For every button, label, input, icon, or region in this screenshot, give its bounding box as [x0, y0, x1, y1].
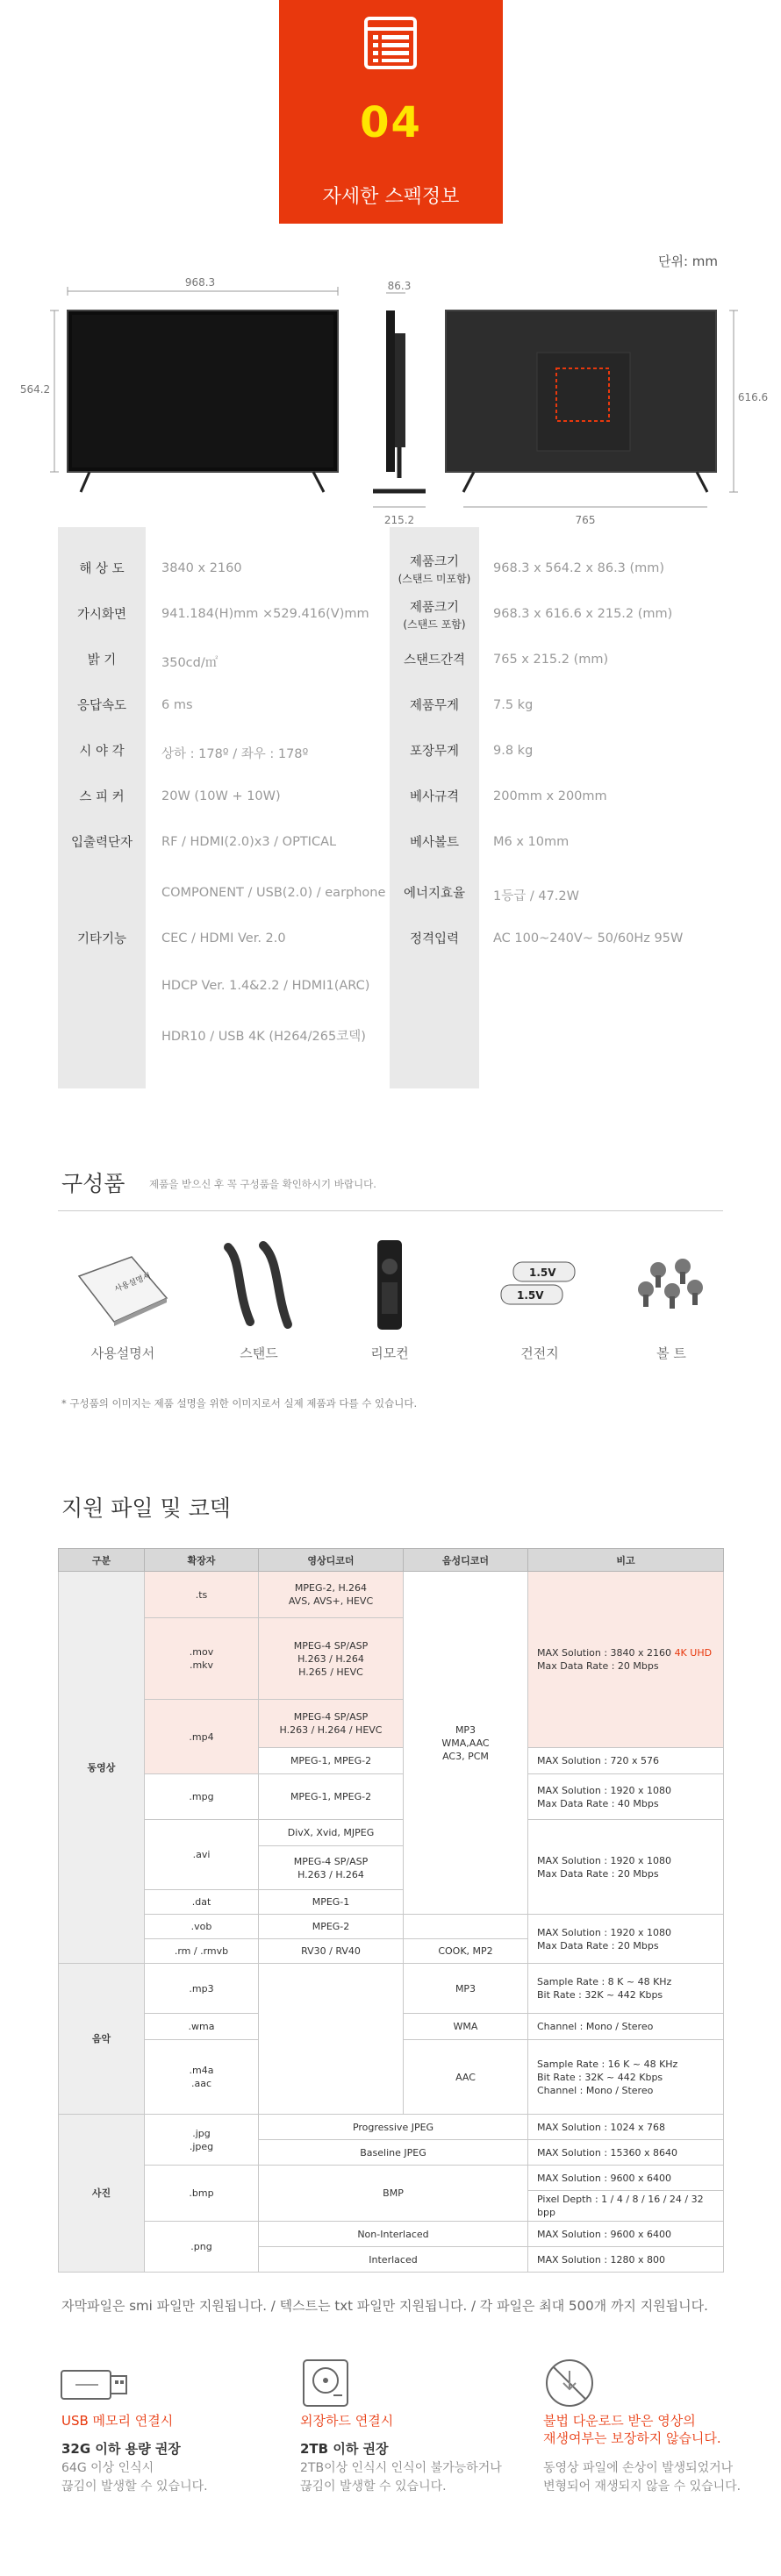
ext-cell: .vob: [145, 1915, 259, 1939]
battery-label-1: 1.5V: [529, 1267, 556, 1279]
spec-value: 7.5 kg: [493, 698, 534, 712]
spec-label: 제품무게: [409, 699, 460, 713]
spec-value: 350cd/㎡: [161, 656, 219, 670]
category-music: 음악: [59, 1964, 145, 2115]
table-row: [59, 1774, 724, 1820]
spec-label: 기타기능: [76, 932, 127, 946]
col-header: 음성디코더: [404, 1549, 528, 1572]
feature-desc: 끊김이 발생할 수 있습니다.: [300, 2480, 447, 2494]
audio-decoder-cell: AAC: [404, 2040, 528, 2115]
spec-label: 스탠드간격: [403, 653, 466, 667]
remote-icon: [363, 1237, 416, 1333]
photo-decoder-cell: BMP: [259, 2166, 528, 2222]
stand-depth-label: 215.2: [383, 514, 415, 526]
table-row: [59, 2115, 724, 2140]
spec-value: M6 x 10mm: [493, 835, 570, 849]
ext-cell: .jpg .jpeg: [145, 2115, 259, 2166]
document-list-icon: [363, 16, 418, 70]
col-header: 확장자: [145, 1549, 259, 1572]
video-decoder-cell: MPEG-2: [259, 1915, 404, 1939]
feature-title: USB 메모리 연결시: [61, 2413, 174, 2429]
feature-desc: 변형되어 재생되지 않을 수 있습니다.: [543, 2480, 742, 2494]
component-label-battery: 건전지: [520, 1345, 559, 1361]
audio-decoder-cell: MP3: [404, 1964, 528, 2014]
front-width-label: 968.3: [184, 276, 216, 289]
spec-label: 에너지효율: [403, 887, 466, 901]
feature-main: 2TB 이하 권장: [300, 2441, 389, 2457]
video-decoder-cell: MPEG-4 SP/ASP H.263 / H.264: [259, 1846, 404, 1890]
col-header: 영상디코더: [259, 1549, 404, 1572]
manual-icon: [70, 1250, 176, 1329]
table-row: [59, 1820, 724, 1846]
video-decoder-cell: MPEG-4 SP/ASP H.263 / H.264 / HEVC: [259, 1700, 404, 1748]
photo-decoder-cell: Progressive JPEG: [259, 2115, 528, 2140]
ext-cell: .mov .mkv: [145, 1618, 259, 1700]
note-cell: MAX Solution : 3840 x 2160 4K UHD Max Data Rate : 20 Mbps: [528, 1572, 724, 1748]
video-decoder-cell: MPEG-1, MPEG-2: [259, 1748, 404, 1774]
note-cell: Channel : Mono / Stereo: [528, 2014, 724, 2040]
ext-cell: .ts: [145, 1572, 259, 1618]
table-row: [59, 2166, 724, 2191]
photo-decoder-cell: Baseline JPEG: [259, 2140, 528, 2166]
ext-cell: .rm / .rmvb: [145, 1939, 259, 1964]
components-subtitle: 제품을 받으신 후 꼭 구성품을 확인하시기 바랍니다.: [149, 1178, 376, 1190]
video-decoder-cell: [259, 1964, 404, 2115]
spec-label: 베사볼트: [409, 836, 460, 850]
component-label-remote: 리모컨: [370, 1345, 409, 1361]
component-label-manual: 사용설명서: [90, 1345, 155, 1361]
no-download-icon: [543, 2357, 596, 2409]
spec-label: 밝 기: [87, 653, 117, 667]
video-decoder-cell: DivX, Xvid, MJPEG: [259, 1820, 404, 1846]
component-label-stand: 스탠드: [240, 1345, 278, 1361]
spec-value: 20W (10W + 10W): [161, 789, 281, 803]
spec-value: 3840 x 2160: [161, 561, 242, 575]
ext-cell: .mp3: [145, 1964, 259, 2014]
spec-value: HDCP Ver. 1.4&2.2 / HDMI1(ARC): [161, 979, 370, 993]
table-row: [59, 2222, 724, 2247]
usb-stick-icon: [60, 2364, 130, 2408]
components-note: * 구성품의 이미지는 제품 설명을 위한 이미지로서 실제 제품과 다를 수 있습니다.: [61, 1397, 418, 1409]
component-label-bolt: 볼 트: [656, 1345, 686, 1361]
tv-back-illustration: [446, 310, 716, 492]
spec-label: 제품크기 (스탠드 미포함): [398, 555, 471, 585]
ext-cell: .wma: [145, 2014, 259, 2040]
bolt-icon: [632, 1254, 711, 1316]
spec-value: HDR10 / USB 4K (H264/265코덱): [161, 1030, 366, 1044]
spec-value: COMPONENT / USB(2.0) / earphone: [161, 886, 386, 900]
back-height-label: 616.6: [737, 391, 769, 403]
dimension-diagram: [0, 254, 781, 535]
col-header: 구분: [59, 1549, 145, 1572]
feature-desc: 2TB이상 인식시 인식이 불가능하거나: [300, 2461, 502, 2475]
ext-cell: .mpg: [145, 1774, 259, 1820]
ext-cell: .png: [145, 2222, 259, 2273]
audio-decoder-cell: MP3 WMA,AAC AC3, PCM: [404, 1572, 528, 1915]
hard-drive-icon: [300, 2357, 353, 2409]
spec-value: 941.184(H)mm ×529.416(V)mm: [161, 607, 369, 621]
spec-value: CEC / HDMI Ver. 2.0: [161, 931, 286, 945]
note-cell: MAX Solution : 720 x 576: [528, 1748, 724, 1774]
photo-decoder-cell: Non-Interlaced: [259, 2222, 528, 2247]
spec-label: 가시화면: [76, 608, 127, 622]
ext-cell: .dat: [145, 1890, 259, 1915]
side-depth-label: 86.3: [387, 280, 412, 292]
spec-value: AC 100~240V~ 50/60Hz 95W: [493, 931, 684, 945]
codec-footnote: 자막파일은 smi 파일만 지원됩니다. / 텍스트는 txt 파일만 지원됩니다. / 각 파일은 최대 500개 까지 지원됩니다.: [61, 2298, 708, 2314]
note-cell: MAX Solution : 1920 x 1080 Max Data Rate : 20 Mbps: [528, 1915, 724, 1964]
note-cell: MAX Solution : 9600 x 6400: [528, 2166, 724, 2191]
note-cell: Sample Rate : 8 K ~ 48 KHz Bit Rate : 32K ~ 442 Kbps: [528, 1964, 724, 2014]
category-photo: 사진: [59, 2115, 145, 2273]
stand-span-label: 765: [575, 514, 596, 526]
battery-label-2: 1.5V: [517, 1289, 544, 1302]
note-cell: Pixel Depth : 1 / 4 / 8 / 16 / 24 / 32 bpp: [528, 2191, 724, 2222]
note-cell: MAX Solution : 15360 x 8640: [528, 2140, 724, 2166]
codec-table: [58, 1548, 724, 2273]
spec-label: 시 야 각: [79, 745, 125, 759]
feature-desc: 끊김이 발생할 수 있습니다.: [61, 2480, 208, 2494]
front-height-label: 564.2: [19, 383, 51, 396]
table-row: [59, 1572, 724, 1618]
table-row: [59, 1964, 724, 2014]
video-decoder-cell: MPEG-1: [259, 1890, 404, 1915]
video-decoder-cell: MPEG-2, H.264 AVS, AVS+, HEVC: [259, 1572, 404, 1618]
battery-icon: [487, 1259, 592, 1320]
note-cell: MAX Solution : 1280 x 800: [528, 2247, 724, 2273]
feature-desc: 64G 이상 인식시: [61, 2461, 154, 2475]
section-badge: [279, 0, 503, 224]
spec-label: 스 피 커: [79, 790, 125, 804]
photo-decoder-cell: Interlaced: [259, 2247, 528, 2273]
note-cell: MAX Solution : 9600 x 6400: [528, 2222, 724, 2247]
spec-label: 응답속도: [76, 699, 127, 713]
note-cell: Sample Rate : 16 K ~ 48 KHz Bit Rate : 32K ~ 442 Kbps Channel : Mono / Stereo: [528, 2040, 724, 2115]
table-row: [59, 1915, 724, 1939]
spec-value: 1등급 / 47.2W: [493, 889, 579, 903]
codec-header-row: [59, 1549, 724, 1572]
note-cell: MAX Solution : 1024 x 768: [528, 2115, 724, 2140]
audio-decoder-cell: COOK, MP2: [404, 1939, 528, 1964]
unit-label: 단위: mm: [657, 253, 718, 269]
spec-label: 베사규격: [409, 790, 460, 804]
note-cell: MAX Solution : 1920 x 1080 Max Data Rate : 20 Mbps: [528, 1820, 724, 1915]
spec-value: 상하 : 178º / 좌우 : 178º: [161, 747, 309, 761]
stand-icon: [211, 1238, 307, 1335]
spec-value: 9.8 kg: [493, 744, 534, 758]
section-title: 자세한 스펙정보: [322, 186, 460, 208]
ext-cell: .bmp: [145, 2166, 259, 2222]
spec-value: 6 ms: [161, 698, 193, 712]
spec-value: 968.3 x 616.6 x 215.2 (mm): [493, 607, 673, 621]
video-decoder-cell: RV30 / RV40: [259, 1939, 404, 1964]
feature-desc: 동영상 파일에 손상이 발생되었거나: [543, 2461, 734, 2475]
video-decoder-cell: MPEG-1, MPEG-2: [259, 1774, 404, 1820]
feature-main: 32G 이하 용량 권장: [61, 2441, 181, 2457]
tv-side-illustration: [373, 310, 426, 491]
components-divider: [58, 1210, 723, 1211]
uhd-tag: 4K UHD: [674, 1647, 713, 1659]
spec-label: 해 상 도: [79, 562, 125, 576]
spec-value: RF / HDMI(2.0)x3 / OPTICAL: [161, 835, 337, 849]
video-decoder-cell: MPEG-4 SP/ASP H.263 / H.264 H.265 / HEVC: [259, 1618, 404, 1700]
category-video: 동영상: [59, 1572, 145, 1964]
ext-cell: .mp4: [145, 1700, 259, 1774]
spec-label: 입출력단자: [70, 836, 133, 850]
spec-value: 968.3 x 564.2 x 86.3 (mm): [493, 561, 665, 575]
audio-decoder-cell: WMA: [404, 2014, 528, 2040]
ext-cell: .avi: [145, 1820, 259, 1890]
spec-value: 765 x 215.2 (mm): [493, 653, 609, 667]
note-cell: MAX Solution : 1920 x 1080 Max Data Rate : 40 Mbps: [528, 1774, 724, 1820]
feature-title: 불법 다운로드 받은 영상의 재생여부는 보장하지 않습니다.: [543, 2413, 721, 2446]
ext-cell: .m4a .aac: [145, 2040, 259, 2115]
feature-title: 외장하드 연결시: [300, 2413, 394, 2429]
components-title: 구성품: [61, 1171, 125, 1196]
section-number: 04: [360, 98, 422, 147]
spec-label: 제품크기 (스탠드 포함): [403, 601, 466, 631]
tv-front-illustration: [68, 310, 338, 492]
spec-label: 정격입력: [409, 932, 460, 946]
col-header: 비고: [528, 1549, 724, 1572]
codec-title: 지원 파일 및 코덱: [61, 1495, 231, 1521]
spec-value: 200mm x 200mm: [493, 789, 607, 803]
spec-label: 포장무게: [409, 745, 460, 759]
audio-decoder-cell: [404, 1915, 528, 1939]
manual-cover-label: 사용설명서: [113, 1272, 153, 1295]
